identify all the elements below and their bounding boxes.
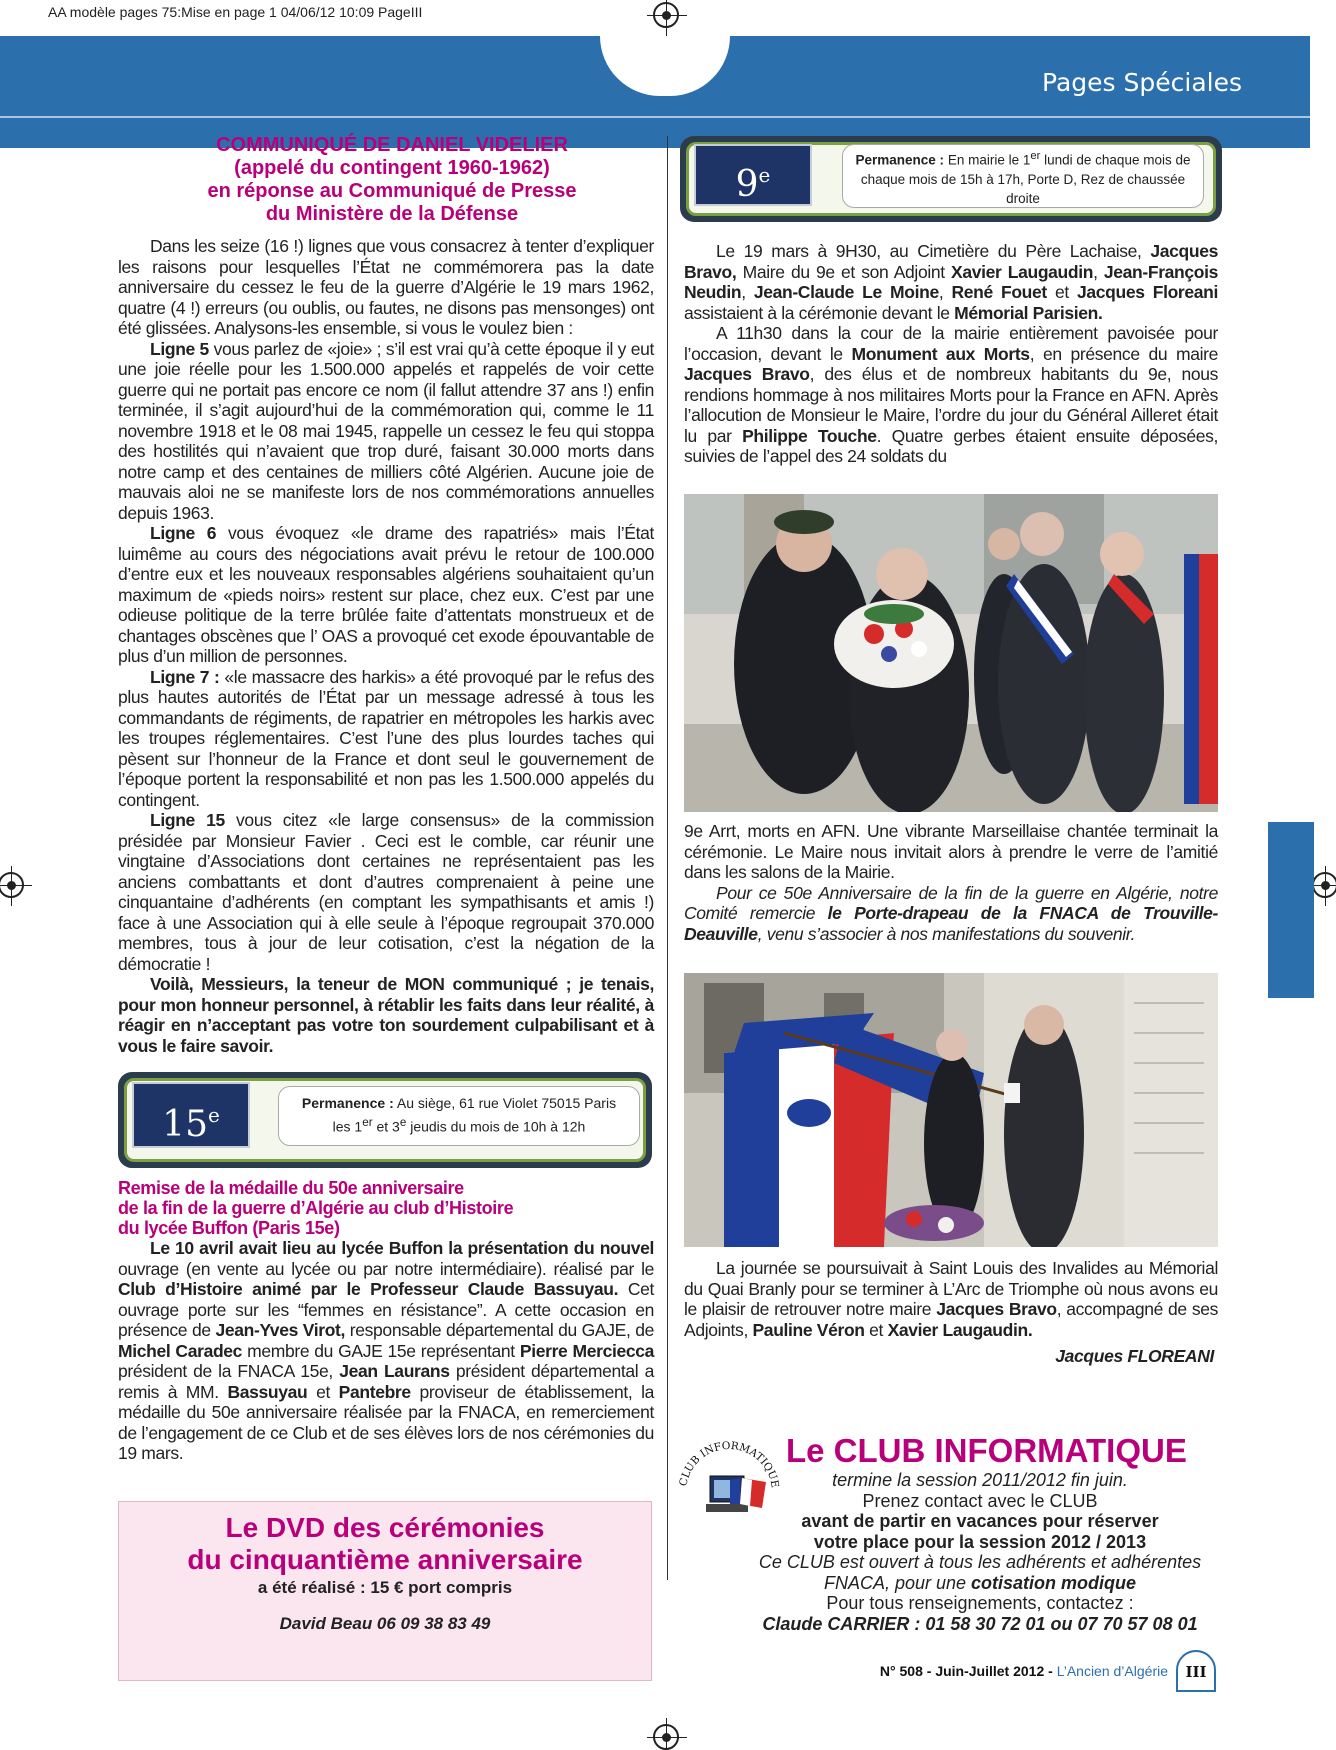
name-highlight: Xavier Laugaudin xyxy=(951,261,1094,282)
registration-mark-bottom xyxy=(653,1724,679,1750)
dvd-title: Le DVD des cérémonies du cinquantième anniversaire xyxy=(187,1512,583,1575)
communique-paragraph: Ligne 15 vous citez «le large consensus» de la commission présidée par Monsieur Favier . Ceci est le comble, car réunir une vingtaine d’Associations dont certaines ne représentaient pas les anciens combattants et dont d’autres comprenaient à peine une cinquantaine d’adhérents (en comptant les sympathisants et amis !) face à une Association qui à elle seule à l’époque regroupait 370.000 membres, tous à jour de leur cotisation, c’est la négation de la démocratie ! xyxy=(118,810,654,974)
arrondissement-number: 15e xyxy=(132,1082,250,1148)
name-highlight: Jacques Floreani xyxy=(1077,282,1218,302)
text-run: et xyxy=(864,1319,888,1340)
text-run: A 11h30 dans la cour de la mairie entièrement pavoisée pour l’occasion, devant le xyxy=(684,323,1218,364)
text-run: et xyxy=(1046,282,1078,302)
svg-text:CLUB INFORMATIQUE FNACA-Paris: CLUB INFORMATIQUE xyxy=(677,1439,781,1489)
article-signature: Jacques FLOREANI xyxy=(1055,1346,1214,1366)
text-run: , xyxy=(938,282,952,302)
ninth-paragraph: 9e Arrt, morts en AFN. Une vibrante Marseillaise chantée terminait la cérémonie. Le Maire nous invitait alors à prendre le verre de l’amitié dans les salons de la Mairie. xyxy=(684,821,1218,882)
buffon-article xyxy=(118,1178,654,1464)
name-highlight: René Fouet xyxy=(951,282,1047,302)
text-run: . Quatre gerbes étaient ensuite déposées, suivies de l’appel des 24 soldats du xyxy=(684,425,1218,466)
text-run: La journée se poursuivait à Saint Louis des Invalides au Mémorial du Quai Branly pour se terminer à L’Arc de Triomphe où nous avons eu le plaisir de retrouver notre maire xyxy=(684,1258,1218,1319)
communique-title: COMMUNIQUÉ DE DANIEL VIDELIER (appelé du contingent 1960-1962) en réponse au Communiqué de Presse du Ministère de la Défense xyxy=(207,134,577,225)
text-run: , des élus et de nombreux habitants du 9e, nous rendions hommage à nos militaires Morts pour la France en AFN. Après l’allocution de Monsieur le Maire, l’ordre du jour du Général Ailleret était lu par xyxy=(684,364,1218,446)
name-highlight: Jacques Bravo, xyxy=(684,241,1218,282)
dvd-contact: David Beau 06 09 38 83 49 xyxy=(279,1614,491,1633)
text-run: Maire du 9e et son Adjoint xyxy=(736,261,952,282)
name-highlight: Pauline Véron xyxy=(752,1319,865,1340)
issue-info: N° 508 - Juin-Juillet 2012 - L’Ancien d’Algérie xyxy=(879,1663,1168,1679)
name-highlight: Jacques Bravo xyxy=(684,364,810,384)
name-highlight: Jean-François Neudin xyxy=(684,261,1218,302)
text-run: Le 19 mars à 9H30, au Cimetière du Père Lachaise, xyxy=(716,241,1151,261)
name-highlight: Mémorial Parisien. xyxy=(954,302,1103,323)
permanence-text: Permanence : Au siège, 61 rue Violet 75015 Paris les 1er et 3e jeudis du mois de 10h à 12h xyxy=(278,1086,640,1146)
section-title: Pages Spéciales xyxy=(1042,68,1242,97)
ninth-article-end xyxy=(684,1258,1218,1367)
name-highlight: Jacques Bravo xyxy=(936,1299,1057,1319)
text-run: , xyxy=(741,282,754,302)
ninth-thanks: Pour ce 50e Anniversaire de la fin de la guerre en Algérie, notre Comité remercie le Porte-drapeau de la FNACA de Trouville-Deauville, venu s’associer à nos manifestations du souvenir. xyxy=(684,882,1218,944)
print-slug: AA modèle pages 75:Mise en page 1 04/06/12 10:09 PageIII xyxy=(48,4,423,20)
permanence-box-15 xyxy=(118,1072,652,1168)
name-highlight: Philippe Touche xyxy=(742,425,877,446)
ninth-article-middle xyxy=(684,821,1218,944)
communique-closing: Voilà, Messieurs, la teneur de MON communiqué ; je tenais, pour mon honneur personnel, à rétablir les faits dans leur réalité, à réagir en n’acceptant pas votre ton sourdement culpabilisant et à vous le faire savoir. xyxy=(118,974,654,1056)
registration-mark-right xyxy=(1312,872,1336,898)
registration-mark-top xyxy=(653,2,679,28)
name-highlight: Jean-Claude Le Moine xyxy=(753,282,939,302)
column-rule xyxy=(667,136,668,1580)
arrondissement-number: 9e xyxy=(694,144,812,206)
buffon-title: Remise de la médaille du 50e anniversaire de la fin de la guerre d’Algérie au club d’Histoire du lycée Buffon (Paris 15e) xyxy=(118,1178,514,1238)
ceremony-photo-flags xyxy=(684,973,1218,1247)
ceremony-photo-wreath xyxy=(684,494,1218,812)
communique-paragraph: Ligne 5 vous parlez de «joie» ; s’il est vrai qu’à cette époque il y eut une joie réelle pour les 1.500.000 appelés et rappelés de voir cette guerre qui ne portait pas encore ce nom (il fallut attendre 37 ans !) enfin terminée, il s’agit aujourd’hui de la commémoration qui, comme le 11 novembre 1918 et le 08 mai 1945, rappelle un cessez le feu qui stoppa des hostilités qui n’avaient que trop duré, faisant 30.000 morts dans notre camp et des centaines de milliers côté Algérien. Aucune joie de mauvais aloi ne se manifeste lors de nos commémorations annuelles depuis 1963. xyxy=(118,338,655,523)
buffon-paragraph: Le 10 avril avait lieu au lycée Buffon la présentation du nouvel ouvrage (en vente au lycée ou par notre intermédiaire). réalisé par le Club d’Histoire animé par le Professeur Claude Bassuyau. Cet ouvrage porte sur les “femmes en résistance”. A cette occasion en présence de Jean-Yves Virot, responsable départemental du GAJE, de Michel Caradec membre du GAJE 15e représentant Pierre Merciecca président de la FNACA 15e, Jean Laurans président départemental a remis à MM. Bassuyau et Pantebre proviseur de établissement, la médaille du 50e anniversaire réalisée par la FNACA, en remerciement de l’engagement de ce Club et de ses élèves lors de nos cérémonies du 19 mars. xyxy=(118,1238,655,1463)
name-highlight: Xavier Laugaudin. xyxy=(887,1319,1033,1340)
permanence-box-9 xyxy=(680,136,1222,222)
ninth-paragraph xyxy=(684,1258,1218,1340)
ninth-paragraph xyxy=(684,323,1218,467)
registration-mark-left xyxy=(0,872,24,898)
name-highlight: Monument aux Morts xyxy=(851,343,1030,364)
text-run: assistaient à la cérémonie devant le xyxy=(684,302,955,323)
club-title: Le CLUB INFORMATIQUE xyxy=(786,1432,1187,1469)
text-run: , accompagné de ses Adjoints, xyxy=(684,1299,1219,1340)
page-number: III xyxy=(1176,1650,1216,1692)
communique-paragraph: Ligne 6 vous évoquez «le drame des rapatriés» mais l’État luimême au cours des négociations avait prévu le retour de 100.000 d’entre eux et les nouveaux responsables algériens souhaitaient qu’un maximum de «pieds noirs» restent sur place, chez eux. C’est par une odieuse politique de la terre brûlée faite d’attentats monstrueux et de chantages obscènes que l’ OAS a provoqué cet exode épouvantable de plus d’un million de personnes. xyxy=(118,523,654,666)
dvd-price: a été réalisé : 15 € port compris xyxy=(257,1578,513,1597)
ninth-paragraph xyxy=(684,241,1218,323)
dvd-announcement xyxy=(118,1501,652,1681)
communique-paragraph: Ligne 7 : «le massacre des harkis» a été provoqué par le refus des plus hautes autorités de l’État par un message adressé à tous les commandants de régiments, de rapatrier en métropoles les harkis avec les troupes réglementaires. C’est l’une des plus lourdes taches qui pèsent sur l’honneur de la France et dont seul le gouvernement de l’époque portent la responsabilité et non pas les 1.500.000 appelés du contingent. xyxy=(118,666,654,810)
communique-intro: Dans les seize (16 !) lignes que vous consacrez à tenter d’expliquer les raisons pour lesquelles l’État ne commémorera pas la date anniversaire du cessez le feu de la guerre d’Algérie le 19 mars 1962, quatre (4 !) erreurs (ou oublis, ou fautes, ne disons pas mensonges) ont été glissées. Analysons-les ensemble, si vous le voulez bien : xyxy=(118,236,654,338)
text-run: , xyxy=(1093,261,1104,282)
section-tab xyxy=(1268,822,1314,998)
ninth-article-top xyxy=(684,241,1218,467)
text-run: , en présence du maire xyxy=(1029,343,1218,364)
permanence-text: Permanence : En mairie le 1er lundi de chaque mois de chaque mois de 15h à 17h, Porte D, Rez de chaussée droite xyxy=(842,144,1204,208)
communique-body xyxy=(118,236,654,1056)
club-body: termine la session 2011/2012 fin juin. Prenez contact avec le CLUB avant de partir en vacances pour réserver votre place pour la session 2012 / 2013 Ce CLUB est ouvert à tous les adhérents et adhérentes FNACA, pour une cotisation modique Pour tous renseignements, contactez : Claude CARRIER : 01 58 30 72 01 ou 07 70 57 08 01 xyxy=(758,1470,1202,1634)
